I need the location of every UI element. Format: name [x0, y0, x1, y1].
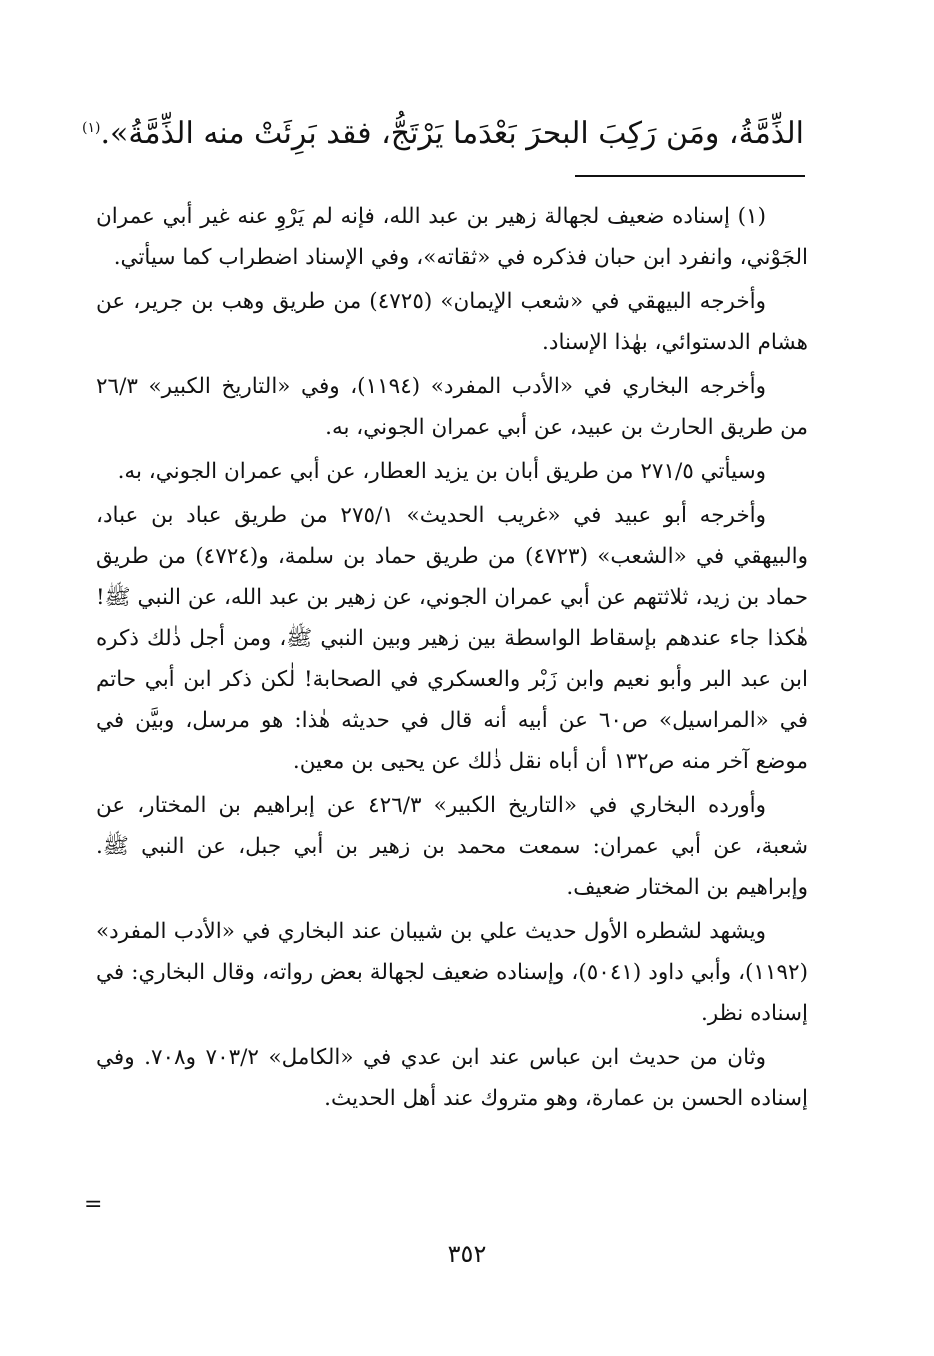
footnote-marker: (١): [82, 120, 101, 136]
footnote-paragraph: وأخرجه البخاري في «الأدب المفرد» (١١٩٤)، وفي «التاريخ الكبير» ٢٦/٣ من طريق الحارث بن عبيد، عن أبي عمران الجوني، به.: [96, 374, 808, 440]
footnotes: [96, 196, 808, 1122]
page-number: ٣٥٢: [447, 1240, 487, 1268]
footnote-paragraph: وأخرجه أبو عبيد في «غريب الحديث» ٢٧٥/١ من طريق عباد بن عباد، والبيهقي في «الشعب» (٤٧٢٣) من طريق حماد بن سلمة، و(٤٧٢٤) من طريق حماد بن زيد، ثلاثتهم عن أبي عمران الجوني، عن زهير بن عبد الله، عن النبي ﷺ! هٰكذا جاء عندهم بإسقاط الواسطة بين زهير وبين النبي ﷺ، ومن أجل ذٰلك ذكره ابن عبد البر وأبو نعيم وابن زَبْر والعسكري في الصحابة! لٰكن ذكر ابن أبي حاتم في «المراسيل» ص٦٠ عن أبيه أنه قال في حديثه هٰذا: هو مرسل، وبيَّن في موضع آخر منه ص١٣٢ أن أباه نقل ذٰلك عن يحيى بن معين.: [96, 503, 808, 774]
continuation-mark: =: [84, 1192, 103, 1217]
footnote-paragraph: (١) إسناده ضعيف لجهالة زهير بن عبد الله، فإنه لم يَرْوِ عنه غير أبي عمران الجَوْني، وانفرد ابن حبان فذكره في «ثقاته»، وفي الإسناد اضطراب كما سيأتي.: [96, 204, 808, 270]
footnote-paragraph: ويشهد لشطره الأول حديث علي بن شيبان عند البخاري في «الأدب المفرد» (١١٩٢)، وأبي داود (٥٠٤١)، وإسناده ضعيف لجهالة بعض رواته، وقال البخاري: في إسناده نظر.: [96, 919, 808, 1026]
main-text: الذِّمَّةُ، ومَن رَكِبَ البحرَ بَعْدَما يَرْتَجُّ، فقد بَرِئَتْ منه الذِّمَّةُ».: [100, 116, 804, 151]
footnote-paragraph: وسيأتي ٢٧١/٥ من طريق أبان بن يزيد العطار، عن أبي عمران الجوني، به.: [117, 459, 766, 484]
footnote-paragraph: وأخرجه البيهقي في «شعب الإيمان» (٤٧٢٥) من طريق وهب بن جرير، عن هشام الدستوائي، بهٰذا الإسناد.: [96, 289, 808, 355]
main-text-line: [82, 98, 804, 164]
footnote-paragraph: وأورده البخاري في «التاريخ الكبير» ٤٢٦/٣ عن إبراهيم بن المختار، عن شعبة، عن أبي عمران: سمعت محمد بن زهير بن أبي جبل، عن النبي ﷺ. وإبراهيم بن المختار ضعيف.: [96, 793, 808, 900]
footnote-separator: [575, 175, 805, 177]
footnote-paragraph: وثان من حديث ابن عباس عند ابن عدي في «الكامل» ٧٠٣/٢ و٧٠٨. وفي إسناده الحسن بن عمارة، وهو متروك عند أهل الحديث.: [96, 1045, 808, 1111]
